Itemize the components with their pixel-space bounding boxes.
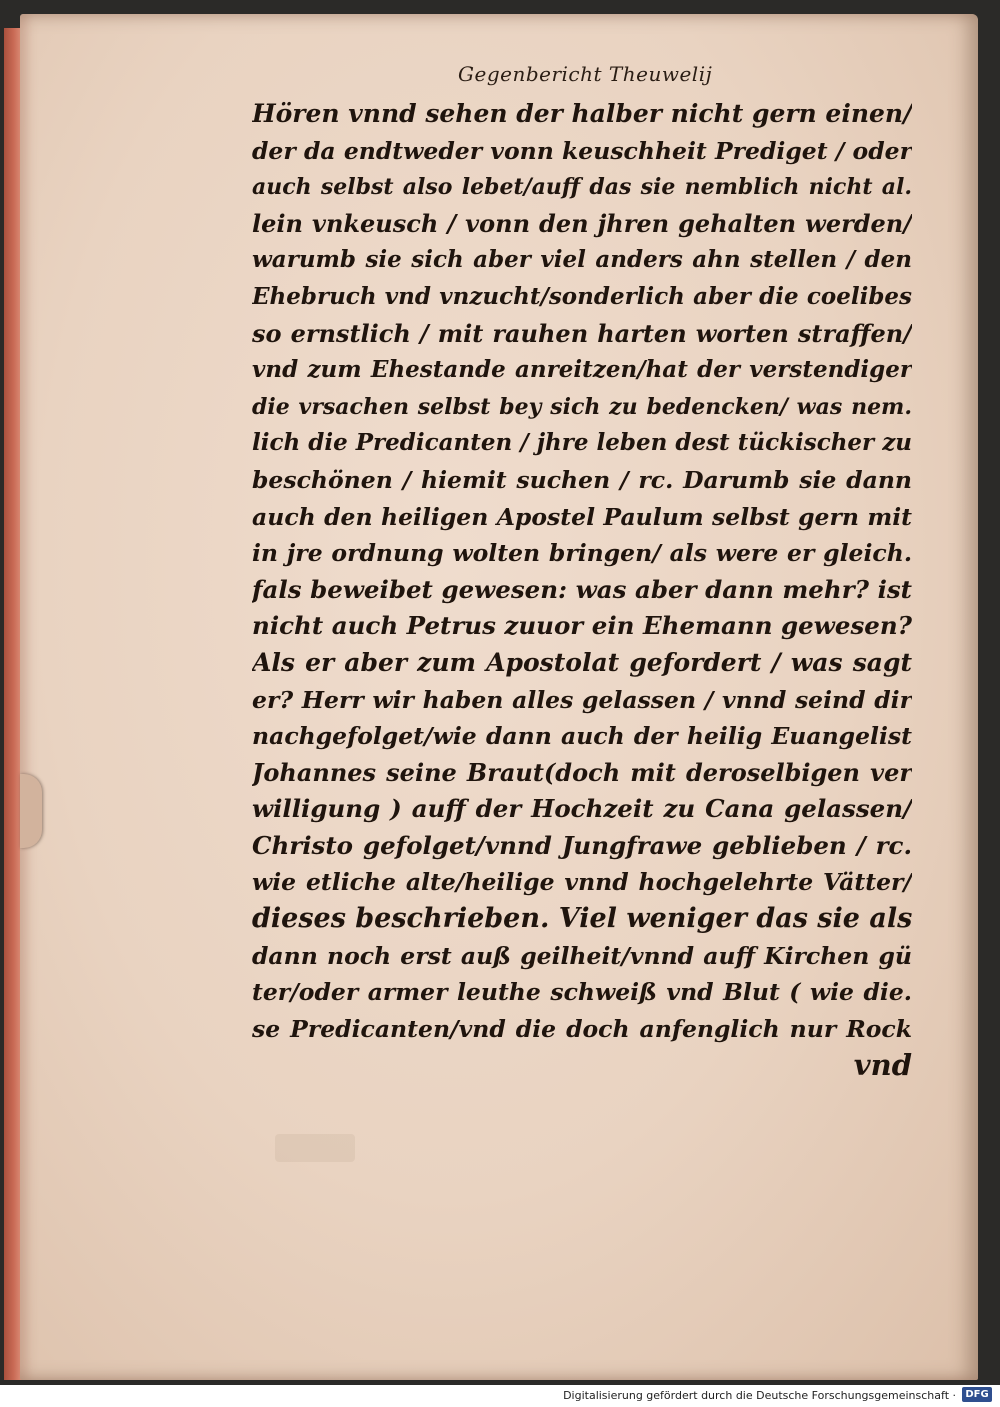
catchword: vnd <box>853 1048 912 1083</box>
text-line: Ehebruch vnd vnzucht/sonderlich aber die coelibes <box>252 282 912 310</box>
text-line: lich die Predicanten / jhre leben dest tückischer zu <box>252 429 912 457</box>
text-line: ter/oder armer leuthe schweiß vnd Blut ( wie die. <box>252 978 912 1007</box>
text-line: so ernstlich / mit rauhen harten worten straffen/ <box>252 318 912 348</box>
text-line: lein vnkeusch / vonn den jhren gehalten werden/ <box>252 208 912 238</box>
text-line: vnd zum Ehestande anreitzen/hat der verstendiger <box>252 356 912 384</box>
running-head: Gegenbericht Theuwelij <box>458 62 713 86</box>
text-line: Als er aber zum Apostolat gefordert / was sagt <box>252 647 912 677</box>
dfg-logo-icon: DFG <box>962 1387 992 1402</box>
text-line: Hören vnnd sehen der halber nicht gern einen/ <box>252 99 912 128</box>
text-line: Christo gefolget/vnnd Jungfrawe geblieben / rc. <box>252 830 912 860</box>
text-line: willigung ) auff der Hochzeit zu Cana gelassen/ <box>252 794 912 824</box>
funding-credit: Digitalisierung gefördert durch die Deutsche Forschungsgemeinschaft · <box>563 1389 956 1402</box>
text-line: Johannes seine Braut(doch mit deroselbigen ver <box>252 757 912 787</box>
text-line: in jre ordnung wolten bringen/ als were er gleich. <box>252 539 912 568</box>
text-line: beschönen / hiemit suchen / rc. Darumb sie dann <box>252 465 912 494</box>
text-line: auch den heiligen Apostel Paulum selbst gern mit <box>252 502 912 531</box>
text-line: der da endtweder vonn keuschheit Prediget / oder <box>252 136 912 165</box>
text-line: warumb sie sich aber viel anders ahn stellen / den <box>252 246 912 274</box>
text-line: die vrsachen selbst bey sich zu bedencken/ was nem. <box>252 393 912 420</box>
text-line: er? Herr wir haben alles gelassen / vnnd seind dir <box>252 685 912 714</box>
ink-bleed-through <box>275 1134 355 1162</box>
text-line: se Predicanten/vnd die doch anfenglich nur Rock <box>252 1014 912 1043</box>
body-text <box>252 96 912 1084</box>
text-line: auch selbst also lebet/auff das sie nemblich nicht al. <box>252 174 912 201</box>
text-line: nicht auch Petrus zuuor ein Ehemann gewesen? <box>252 611 912 641</box>
text-line: nachgefolget/wie dann auch der heilig Euangelist <box>252 722 912 751</box>
text-line: wie etliche alte/heilige vnnd hochgelehrte Vätter/ <box>252 868 912 897</box>
text-line: dieses beschrieben. Viel weniger das sie als <box>252 903 912 935</box>
text-line: dann noch erst auß geilheit/vnnd auff Kirchen gü <box>252 941 912 970</box>
text-line: fals beweibet gewesen: was aber dann mehr? ist <box>252 574 912 604</box>
page-tab-mark <box>20 774 42 848</box>
